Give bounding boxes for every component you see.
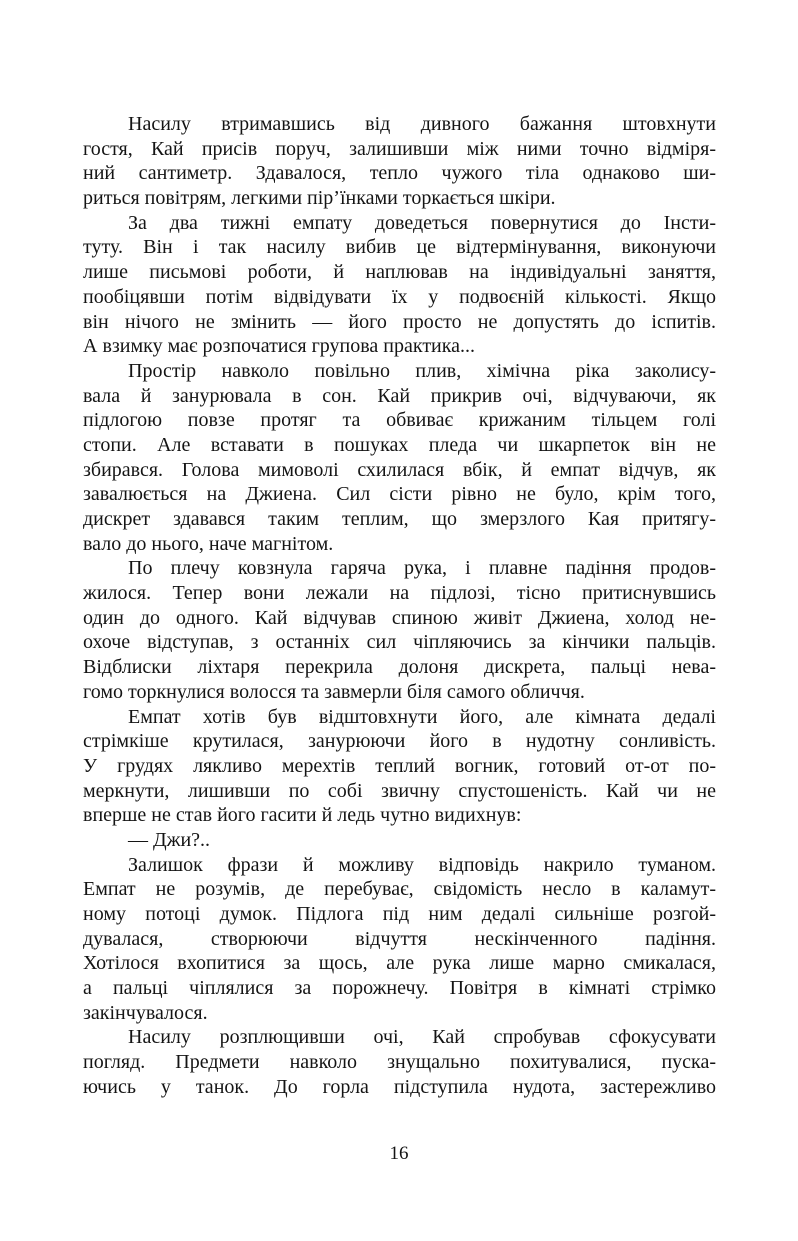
text-line: У грудях лякливо мерехтів теплий вогник, готовий от-от по- xyxy=(83,754,716,777)
text-line: меркнути, лишивши по собі звичну спустошеність. Кай чи не xyxy=(83,779,716,802)
text-line: А взимку має розпочатися групова практика... xyxy=(83,335,476,358)
text-line: він нічого не змінить — його просто не допустять до іспитів. xyxy=(83,310,716,333)
text-line: Насилу розплющивши очі, Кай спробував сфокусувати xyxy=(128,1026,716,1049)
text-line: підлогою повзе протяг та обвиває крижаним тільцем голі xyxy=(83,409,716,432)
text-line: ючись у танок. До горла підступила нудота, застережливо xyxy=(83,1075,716,1098)
text-line: За два тижні емпату доведеться повернутися до Інсти- xyxy=(128,211,716,234)
paragraph xyxy=(83,211,716,359)
text-line: Емпат хотів був відштовхнути його, але кімната дедалі xyxy=(128,705,716,728)
text-line: Залишок фрази й можливу відповідь накрило туманом. xyxy=(128,853,716,876)
paragraph xyxy=(83,112,716,211)
text-line: стрімкіше крутилася, занурюючи його в нудотну сонливість. xyxy=(83,730,716,753)
paragraph xyxy=(83,705,716,828)
paragraph xyxy=(83,359,716,557)
text-line: риться повітрям, легкими пір’їнками торкається шкіри. xyxy=(83,187,556,210)
paragraph xyxy=(83,1025,716,1099)
text-line: а пальці чіплялися за порожнечу. Повітря в кімнаті стрімко xyxy=(83,977,716,1000)
text-line: По плечу ковзнула гаряча рука, і плавне падіння продов- xyxy=(128,557,716,580)
text-line: Хотілося вхопитися за щось, але рука лише марно смикалася, xyxy=(83,952,716,975)
page-number: 16 xyxy=(389,1143,409,1164)
text-line: вало до нього, наче магнітом. xyxy=(83,532,334,555)
text-line: Емпат не розумів, де перебуває, свідомість несло в каламут- xyxy=(83,878,716,901)
text-line: жилося. Тепер вони лежали на підлозі, тісно притиснувшись xyxy=(83,582,716,605)
text-line: дувалася, створюючи відчуття нескінченного падіння. xyxy=(83,927,716,950)
text-line: вперше не став його гасити й ледь чутно видихнув: xyxy=(83,804,522,827)
text-line: пообіцявши потім відвідувати їх у подвоєній кількості. Якщо xyxy=(83,285,716,308)
text-line: Простір навколо повільно плив, хімічна ріка заколису- xyxy=(128,359,716,382)
text-line: стопи. Але вставати в пошуках пледа чи шкарпеток він не xyxy=(83,433,716,456)
paragraph xyxy=(83,828,716,853)
text-line: ний сантиметр. Здавалося, тепло чужого тіла однаково ши- xyxy=(83,162,716,185)
text-line: лише письмові роботи, й наплював на індивідуальні заняття, xyxy=(83,261,716,284)
text-line: гомо торкнулися волосся та завмерли біля самого обличчя. xyxy=(83,680,585,703)
paragraph xyxy=(83,556,716,704)
text-line: дискрет здавався таким теплим, що змерзлого Кая притягу- xyxy=(83,508,716,530)
text-line: завалюється на Джиена. Сил сісти рівно не було, крім того, xyxy=(83,483,716,506)
text-line: збирався. Голова мимоволі схилилася вбік, й емпат відчув, як xyxy=(83,458,716,481)
text-line: — Джи?.. xyxy=(128,828,211,851)
text-line: закінчувалося. xyxy=(83,1001,208,1024)
text-line: охоче відступав, з останніх сил чіпляючись за кінчики пальців. xyxy=(83,631,716,654)
text-line: Насилу втримавшись від дивного бажання штовхнути xyxy=(128,113,716,135)
paragraph xyxy=(83,853,716,1026)
text-line: один до одного. Кай відчував спиною живіт Джиена, холод не- xyxy=(83,606,716,629)
text-line: Відблиски ліхтаря перекрила долоня дискрета, пальці нева- xyxy=(83,656,716,679)
text-line: погляд. Предмети навколо знущально похитувалися, пуска- xyxy=(83,1051,716,1074)
text-line: гостя, Кай присів поруч, залишивши між ними точно відміря- xyxy=(83,137,716,160)
body-text xyxy=(83,112,716,1100)
text-line: вала й занурювала в сон. Кай прикрив очі, відчуваючи, як xyxy=(83,384,716,407)
text-line: туту. Він і так насилу вибив це відтермінування, виконуючи xyxy=(83,236,716,259)
text-line: ному потоці думок. Підлога під ним дедалі сильніше розгой- xyxy=(83,903,716,925)
